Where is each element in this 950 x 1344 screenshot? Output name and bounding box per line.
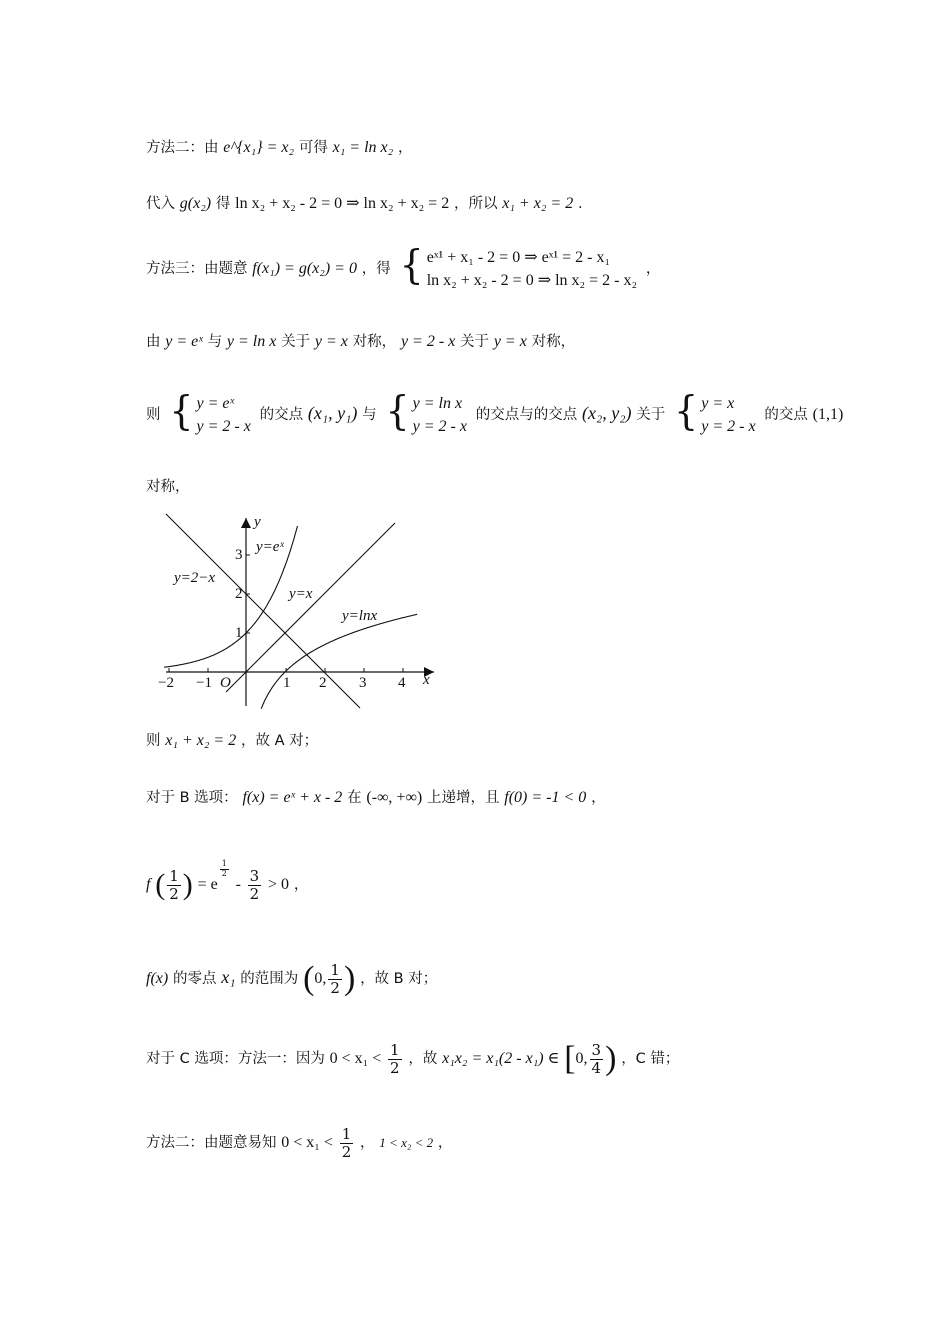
fraction <box>167 868 181 902</box>
text: 关于 <box>281 334 311 350</box>
line-5 <box>146 387 844 438</box>
numerator: 1 <box>330 961 340 979</box>
text: 由 <box>146 334 161 350</box>
interval-start: 0, <box>575 1050 588 1067</box>
fraction <box>328 962 342 996</box>
y-axis-label: y <box>254 514 261 530</box>
text: ，故 A 对； <box>240 733 319 749</box>
equation-system: { y = x y = 2 - x <box>674 392 756 438</box>
line-1 <box>146 140 412 156</box>
line-4 <box>146 334 575 350</box>
text: . <box>577 196 583 212</box>
text: 可得 <box>298 140 328 156</box>
text: 的零点 <box>172 971 217 987</box>
denominator: 2 <box>249 884 260 903</box>
denominator: 2 <box>169 884 179 903</box>
equation: y = ln x <box>226 333 277 350</box>
text: 的交点 <box>259 407 304 424</box>
text: 的范围为 <box>240 971 299 987</box>
numerator: 1 <box>221 859 227 868</box>
numerator: 3 <box>249 867 260 885</box>
x-tick-label: 3 <box>359 675 367 691</box>
text: ， <box>293 877 309 893</box>
equation: y = x <box>493 333 527 350</box>
function: f(x) <box>146 970 169 987</box>
line-3 <box>146 241 661 292</box>
fraction <box>388 1042 402 1076</box>
point: (x₂, y₂) <box>581 403 632 424</box>
line-8 <box>146 790 606 806</box>
exp-curve-label: y=eˣ <box>256 539 284 555</box>
text: 与 <box>362 407 377 424</box>
log-curve-label: y=lnx <box>342 608 378 624</box>
text: ，C 错； <box>621 1051 680 1067</box>
inequality: 0 < x₁ < <box>329 1050 382 1067</box>
line-2 <box>146 196 583 212</box>
line-7 <box>146 733 318 749</box>
text: 的交点 <box>764 407 808 424</box>
variable: x₁ <box>221 967 236 987</box>
x-tick-label: −2 <box>158 675 174 691</box>
text: 则 <box>146 733 161 749</box>
system-row: y = 2 - x <box>196 418 251 436</box>
text: 对于 B 选项： <box>146 790 238 806</box>
equation: x₁ + x₂ = 2 <box>165 732 237 749</box>
text: 则 <box>146 407 161 424</box>
y-tick-label: 3 <box>235 547 243 563</box>
text: ， <box>360 1135 375 1151</box>
equation: x₁ + x₂ = 2 <box>502 195 574 212</box>
text: 对称， <box>352 334 397 350</box>
text: ， <box>397 140 413 156</box>
inequality: 1 < x₂ < 2 <box>379 1135 434 1150</box>
text: ， <box>645 261 661 278</box>
point: (1,1) <box>812 406 844 424</box>
equation: y = eˣ <box>165 333 203 350</box>
system-row: y = 2 - x <box>412 418 467 436</box>
text: 对于 C 选项：方法一：因为 <box>146 1051 325 1067</box>
x-tick-label: −1 <box>196 675 212 691</box>
equation: f(x₁) = g(x₂) = 0 <box>252 260 357 278</box>
function-graph <box>146 506 446 711</box>
equation: f(0) = -1 < 0 <box>504 789 587 806</box>
numerator: 1 <box>169 867 179 885</box>
fraction <box>248 868 262 902</box>
origin-label: O <box>220 675 231 691</box>
equation: = e <box>197 876 218 893</box>
text: ， <box>437 1135 453 1151</box>
line-11: 对于 C 选项：方法一：因为 0 < x₁ < $\frac{1}{2}$ ，故 x₁x₂ = x₁(2 - x₁) ∈ [0, $\frac{3}{4}$ ) ，C 错； <box>146 1040 680 1077</box>
text: ，得 <box>361 261 391 278</box>
equation: y = x <box>314 333 348 350</box>
x-tick-label: 1 <box>283 675 291 691</box>
text: ，所以 <box>453 196 498 212</box>
x-axis-label: x <box>423 672 430 688</box>
line-12 <box>146 1126 452 1160</box>
line-6: 对称， <box>146 479 190 495</box>
numerator: 1 <box>390 1041 400 1059</box>
text: 对称， <box>531 334 576 350</box>
text: 上递增，且 <box>426 790 500 806</box>
y-tick-label: 2 <box>235 586 243 602</box>
equation: x₁x₂ = x₁(2 - x₁) ∈ <box>442 1050 560 1067</box>
equation: f(x) = eˣ + x - 2 <box>242 789 343 806</box>
equation: > 0 <box>268 876 290 893</box>
point: (x₁, y₁) <box>307 403 358 424</box>
text: ， <box>591 790 606 806</box>
text: 代入 <box>146 196 175 212</box>
text: 方法三：由题意 <box>146 261 248 278</box>
denominator: 2 <box>221 868 227 878</box>
equation: g(x₂) <box>179 195 212 212</box>
log-curve <box>261 614 417 708</box>
equation: y = 2 - x <box>400 333 456 350</box>
y-tick-label: 1 <box>235 625 243 641</box>
fraction <box>340 1126 354 1160</box>
equation-system: { y = ln x y = 2 - x <box>385 392 467 438</box>
system-row: y = 2 - x <box>701 418 756 436</box>
system-row: y = x <box>701 395 735 412</box>
exponent-fraction <box>220 860 229 879</box>
denominator: 4 <box>591 1058 602 1077</box>
denominator: 2 <box>341 1142 352 1161</box>
system-row: y = eˣ <box>196 395 234 412</box>
operator: - <box>235 876 241 893</box>
line-10: f(x) 的零点 x₁ 的范围为 (0, $\frac{1}{2}$ ) ，故 B 对； <box>146 960 438 997</box>
x-tick-label: 2 <box>319 675 327 691</box>
equation: x₁ = ln x₂ <box>332 139 394 156</box>
text: 关于 <box>636 407 666 424</box>
x-tick-label: 4 <box>398 675 406 691</box>
system-row: eˣ¹ + x₁ - 2 = 0 ⇒ eˣ¹ = 2 - x₁ <box>426 249 611 266</box>
denominator: 2 <box>330 978 340 997</box>
interval-start: 0, <box>314 970 327 987</box>
text: ，故 B 对； <box>360 971 438 987</box>
line-9: f ( $\frac{1}{2}$ ) = e $^{\frac{1}{2}}$ - $\frac{3}{2}$ > 0 ， <box>146 859 309 903</box>
equation-system: { y = eˣ y = 2 - x <box>169 392 251 438</box>
function-name: f <box>146 876 151 893</box>
text: 关于 <box>460 334 490 350</box>
numerator: 1 <box>341 1125 352 1143</box>
system-row: y = ln x <box>412 395 463 412</box>
interval: (-∞, +∞) <box>366 789 423 806</box>
equation: ln x₂ + x₂ - 2 = 0 ⇒ ln x₂ + x₂ = 2 <box>235 195 450 212</box>
numerator: 3 <box>591 1041 602 1059</box>
text: 在 <box>347 790 362 806</box>
fraction <box>590 1042 604 1076</box>
inequality: 0 < x₁ < <box>281 1134 333 1151</box>
text: 得 <box>215 196 231 212</box>
equation: e^{x₁} = x₂ <box>223 139 295 156</box>
equation-system: { eˣ¹ + x₁ - 2 = 0 ⇒ eˣ¹ = 2 - x₁ ln x₂ + x₂ - 2 = 0 ⇒ ln x₂ = 2 - x₂ <box>400 246 638 292</box>
text: 与 <box>207 334 223 350</box>
diag-label: y=x <box>289 586 313 602</box>
text: ，故 <box>408 1051 438 1067</box>
y-axis-arrow-icon <box>241 518 251 528</box>
line2-label: y=2−x <box>174 570 216 586</box>
denominator: 2 <box>390 1058 400 1077</box>
system-row: ln x₂ + x₂ - 2 = 0 ⇒ ln x₂ = 2 - x₂ <box>426 272 638 290</box>
text: 方法二：由 <box>146 140 219 156</box>
text: 的交点与的交点 <box>475 407 578 424</box>
text: 方法二：由题意易知 <box>146 1135 277 1151</box>
